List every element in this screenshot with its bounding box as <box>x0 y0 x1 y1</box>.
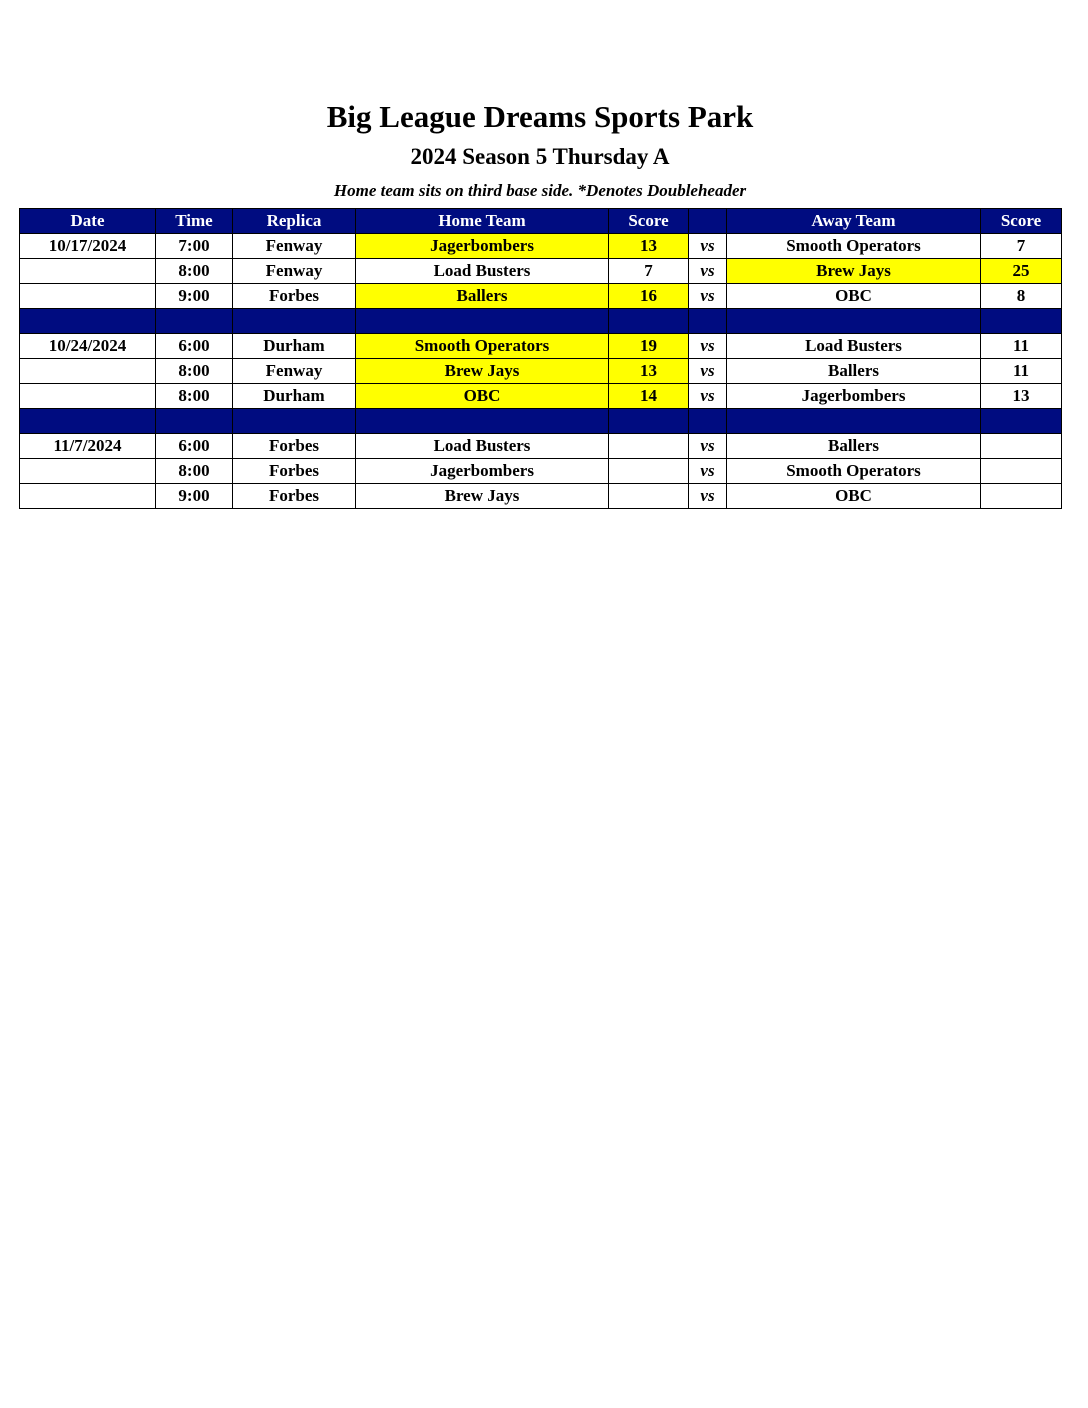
date-cell <box>20 359 156 384</box>
away-score-cell: 7 <box>981 234 1062 259</box>
date-cell <box>20 284 156 309</box>
week-separator-row <box>20 309 1062 334</box>
replica-cell: Forbes <box>233 484 356 509</box>
away-score-cell: 13 <box>981 384 1062 409</box>
away-team-cell: Ballers <box>727 359 981 384</box>
away-team-cell: Load Busters <box>727 334 981 359</box>
col-header-vs <box>689 209 727 234</box>
week-separator-row <box>20 409 1062 434</box>
vs-cell: vs <box>689 434 727 459</box>
home-score-cell: 19 <box>609 334 689 359</box>
away-team-cell: OBC <box>727 484 981 509</box>
replica-cell: Fenway <box>233 259 356 284</box>
date-cell <box>20 459 156 484</box>
home-score-cell <box>609 484 689 509</box>
col-header-replica: Replica <box>233 209 356 234</box>
table-row <box>20 459 1062 484</box>
date-cell: 10/24/2024 <box>20 334 156 359</box>
col-header-away-team: Away Team <box>727 209 981 234</box>
date-cell <box>20 484 156 509</box>
col-header-home-score: Score <box>609 209 689 234</box>
time-cell: 6:00 <box>156 434 233 459</box>
replica-cell: Fenway <box>233 359 356 384</box>
table-row <box>20 434 1062 459</box>
home-team-cell: Ballers <box>356 284 609 309</box>
home-score-cell: 13 <box>609 234 689 259</box>
table-header-row <box>20 209 1062 234</box>
replica-cell: Forbes <box>233 434 356 459</box>
page-title: Big League Dreams Sports Park <box>326 99 754 134</box>
table-row <box>20 259 1062 284</box>
col-header-home-team: Home Team <box>356 209 609 234</box>
table-row <box>20 334 1062 359</box>
time-cell: 9:00 <box>156 284 233 309</box>
away-team-cell: Smooth Operators <box>727 459 981 484</box>
away-score-cell <box>981 459 1062 484</box>
table-row <box>20 234 1062 259</box>
away-score-cell: 11 <box>981 334 1062 359</box>
replica-cell: Forbes <box>233 284 356 309</box>
away-score-cell: 25 <box>981 259 1062 284</box>
vs-cell: vs <box>689 259 727 284</box>
away-score-cell <box>981 484 1062 509</box>
replica-cell: Forbes <box>233 459 356 484</box>
home-team-cell: Load Busters <box>356 434 609 459</box>
home-team-cell: OBC <box>356 384 609 409</box>
time-cell: 8:00 <box>156 259 233 284</box>
vs-cell: vs <box>689 359 727 384</box>
away-team-cell: Ballers <box>727 434 981 459</box>
time-cell: 8:00 <box>156 359 233 384</box>
schedule-note: Home team sits on third base side. *Denotes Doubleheader <box>333 181 747 200</box>
vs-cell: vs <box>689 234 727 259</box>
home-team-cell: Load Busters <box>356 259 609 284</box>
home-team-cell: Brew Jays <box>356 359 609 384</box>
date-cell: 11/7/2024 <box>20 434 156 459</box>
col-header-away-score: Score <box>981 209 1062 234</box>
replica-cell: Durham <box>233 384 356 409</box>
vs-cell: vs <box>689 384 727 409</box>
home-score-cell <box>609 434 689 459</box>
vs-cell: vs <box>689 459 727 484</box>
col-header-time: Time <box>156 209 233 234</box>
away-score-cell: 11 <box>981 359 1062 384</box>
season-subtitle: 2024 Season 5 Thursday A <box>410 144 670 169</box>
time-cell: 8:00 <box>156 384 233 409</box>
home-team-cell: Jagerbombers <box>356 234 609 259</box>
table-row <box>20 359 1062 384</box>
table-row <box>20 484 1062 509</box>
away-team-cell: OBC <box>727 284 981 309</box>
time-cell: 6:00 <box>156 334 233 359</box>
away-score-cell: 8 <box>981 284 1062 309</box>
away-team-cell: Jagerbombers <box>727 384 981 409</box>
home-team-cell: Smooth Operators <box>356 334 609 359</box>
schedule-table <box>19 208 1062 509</box>
away-team-cell: Smooth Operators <box>727 234 981 259</box>
home-score-cell <box>609 459 689 484</box>
home-score-cell: 7 <box>609 259 689 284</box>
date-cell <box>20 259 156 284</box>
vs-cell: vs <box>689 334 727 359</box>
table-row <box>20 384 1062 409</box>
time-cell: 9:00 <box>156 484 233 509</box>
home-team-cell: Jagerbombers <box>356 459 609 484</box>
time-cell: 8:00 <box>156 459 233 484</box>
home-score-cell: 16 <box>609 284 689 309</box>
home-score-cell: 14 <box>609 384 689 409</box>
time-cell: 7:00 <box>156 234 233 259</box>
table-row <box>20 284 1062 309</box>
col-header-date: Date <box>20 209 156 234</box>
replica-cell: Durham <box>233 334 356 359</box>
replica-cell: Fenway <box>233 234 356 259</box>
date-cell: 10/17/2024 <box>20 234 156 259</box>
date-cell <box>20 384 156 409</box>
vs-cell: vs <box>689 484 727 509</box>
away-score-cell <box>981 434 1062 459</box>
home-score-cell: 13 <box>609 359 689 384</box>
vs-cell: vs <box>689 284 727 309</box>
home-team-cell: Brew Jays <box>356 484 609 509</box>
away-team-cell: Brew Jays <box>727 259 981 284</box>
